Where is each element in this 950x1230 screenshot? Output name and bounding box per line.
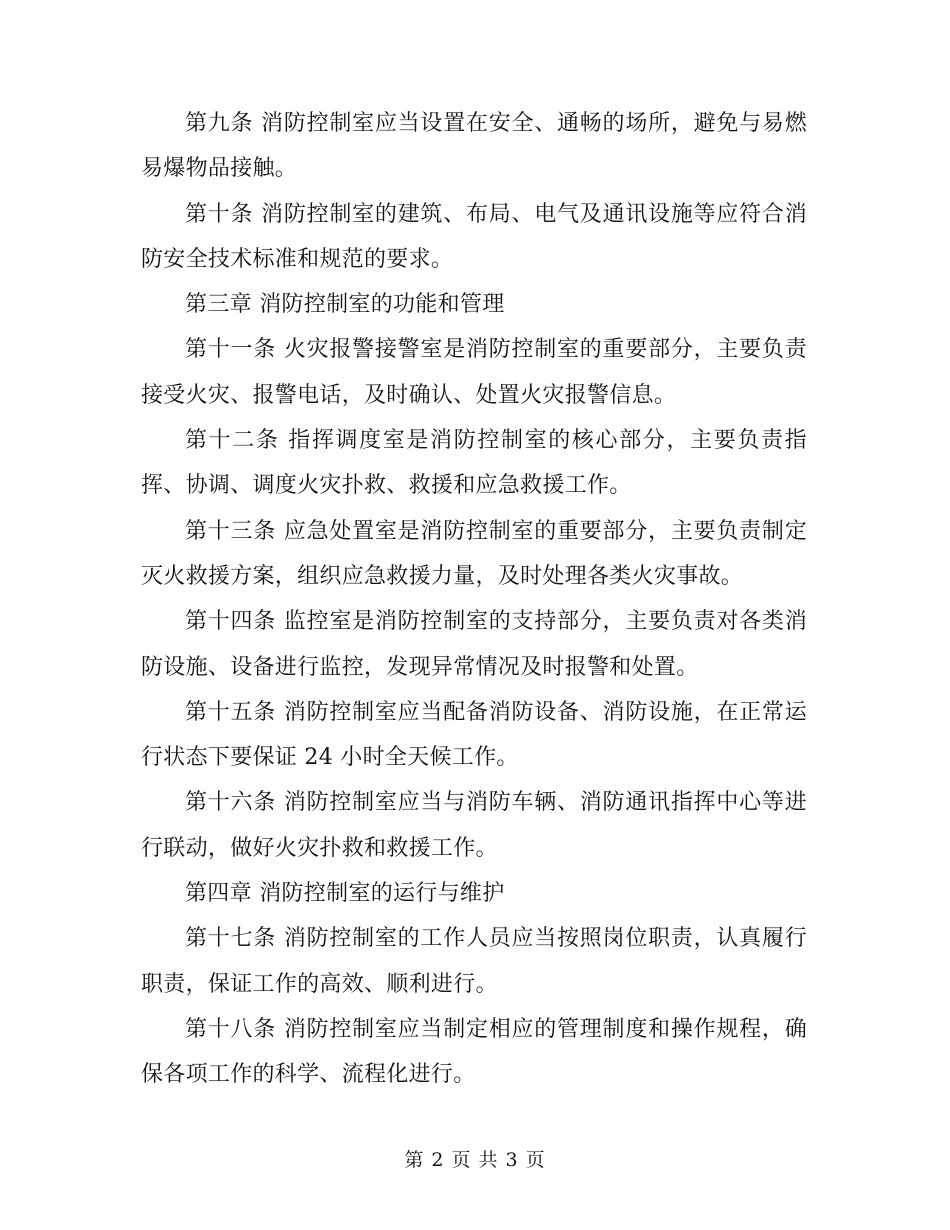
chapter-4-heading: 第四章 消防控制室的运行与维护	[185, 881, 505, 907]
article-11: 第十一条 火灾报警接警室是消防控制室的重要部分，主要负责接受火灾、报警电话，及时确认、处置火灾报警信息。	[141, 337, 807, 408]
page-number-footer: 第 2 页 共 3 页	[404, 1149, 546, 1171]
article-9: 第九条 消防控制室应当设置在安全、通畅的场所，避免与易燃易爆物品接触。	[141, 111, 807, 182]
article-17: 第十七条 消防控制室的工作人员应当按照岗位职责，认真履行职责，保证工作的高效、顺利进行。	[141, 926, 807, 997]
article-14: 第十四条 监控室是消防控制室的支持部分，主要负责对各类消防设施、设备进行监控，发现异常情况及时报警和处置。	[141, 609, 807, 680]
article-15: 第十五条 消防控制室应当配备消防设备、消防设施，在正常运行状态下要保证 24 小时全天候工作。	[141, 699, 807, 771]
article-10: 第十条 消防控制室的建筑、布局、电气及通讯设施等应符合消防安全技术标准和规范的要求。	[141, 201, 807, 272]
article-12: 第十二条 指挥调度室是消防控制室的核心部分，主要负责指挥、协调、调度火灾扑救、救援和应急救援工作。	[141, 428, 807, 499]
document-body	[141, 101, 807, 1098]
article-13: 第十三条 应急处置室是消防控制室的重要部分，主要负责制定灭火救援方案，组织应急救援力量，及时处理各类火灾事故。	[141, 518, 807, 589]
chapter-3-heading: 第三章 消防控制室的功能和管理	[185, 292, 505, 318]
article-18: 第十八条 消防控制室应当制定相应的管理制度和操作规程，确保各项工作的科学、流程化进行。	[141, 1016, 807, 1088]
article-16: 第十六条 消防控制室应当与消防车辆、消防通讯指挥中心等进行联动，做好火灾扑救和救援工作。	[141, 790, 807, 861]
